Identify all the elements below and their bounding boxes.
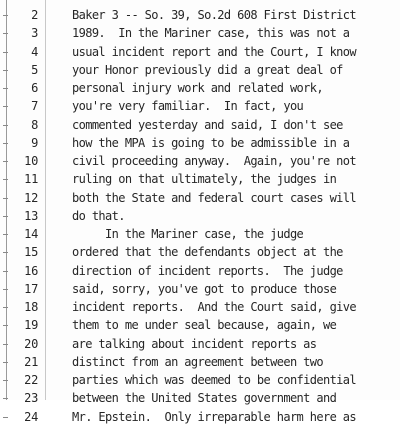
line-text: In the Mariner case, the judge [72,227,304,241]
line-text: ordered that the defendants object at the [72,245,343,260]
line-number: 13 [24,208,38,223]
transcript-line [0,353,400,371]
line-text: both the State and federal court cases will [72,190,356,205]
scan-edge-tick [3,88,8,89]
line-text: between the United States government and [72,391,337,406]
scan-edge-tick [3,70,8,71]
scan-edge-tick [3,380,8,381]
line-number: 12 [24,190,38,205]
line-text: civil proceeding anyway. Again, you're not [72,154,356,168]
scan-edge-tick [3,106,8,107]
line-text: direction of incident reports. The judge [72,263,343,278]
scan-edge-tick [3,417,8,418]
transcript-line [0,225,400,243]
transcript-line [0,61,400,79]
line-number: 19 [24,318,38,333]
line-number: 11 [24,172,38,187]
line-text: distinct from an agreement between two [72,354,323,369]
scan-edge-tick [3,125,8,126]
scan-edge-tick [3,52,8,53]
transcript-line [0,262,400,280]
scan-edge-tick [3,161,8,162]
line-text: them to me under seal because, again, we [72,318,337,333]
transcript-line [0,189,400,207]
line-number: 9 [31,135,38,150]
line-number: 24 [24,409,38,424]
transcript-line [0,116,400,134]
line-number: 20 [24,336,38,351]
transcript-line [0,134,400,152]
line-text: you're very familiar. In fact, you [72,99,304,114]
transcript-line [0,298,400,316]
scan-edge-tick [3,271,8,272]
scan-edge-tick [3,362,8,363]
line-text: how the MPA is going to be admissible in a [72,135,350,150]
line-text: your Honor previously did a great deal of [72,62,343,77]
scan-edge-tick [3,307,8,308]
transcript-line [0,43,400,61]
line-text: do that. [72,208,125,223]
line-text: said, sorry, you've got to produce those [72,281,337,296]
line-number: 5 [31,62,38,77]
line-text: are talking about incident reports as [72,336,317,351]
line-number: 22 [24,373,38,387]
line-text: personal injury work and related work, [72,81,323,95]
transcript-line [0,97,400,115]
scan-edge-tick [3,143,8,144]
line-number: 23 [24,391,38,406]
line-number: 14 [24,227,38,241]
scan-edge-tick [3,344,8,345]
scan-edge-tick [3,216,8,217]
line-number: 6 [31,81,38,95]
line-number: 8 [31,117,38,132]
scan-edge-tick [3,234,8,235]
line-number: 18 [24,300,38,314]
scan-edge-tick [3,252,8,253]
scan-edge-tick [3,179,8,180]
line-number: 17 [24,281,38,296]
line-number: 4 [31,44,38,59]
line-text: Baker 3 -- So. 39, So.2d 608 First District [72,8,356,22]
line-number: 7 [31,99,38,114]
line-text: usual incident report and the Court, I know [72,44,356,59]
scan-edge-tick [3,325,8,326]
line-number: 16 [24,263,38,278]
line-text: 1989. In the Mariner case, this was not a [72,26,350,41]
transcript-line [0,371,400,389]
line-text: ruling on that ultimately, the judges in [72,172,337,187]
scan-edge-tick [3,289,8,290]
transcript-line [0,207,400,225]
transcript-line [0,389,400,407]
line-number: 2 [31,8,38,22]
transcript-line [0,6,400,24]
line-number: 21 [24,354,38,369]
transcript-line [0,79,400,97]
transcript-line [0,408,400,426]
scan-edge-tick [3,198,8,199]
line-number: 3 [31,26,38,41]
line-text: Mr. Epstein. Only irreparable harm here as [72,409,356,424]
line-text: incident reports. And the Court said, give [72,300,356,314]
transcript-line [0,280,400,298]
scan-edge-tick [3,15,8,16]
line-number: 15 [24,245,38,260]
transcript-line [0,152,400,170]
line-text: parties which was deemed to be confidential [72,373,356,387]
scan-edge-tick [3,33,8,34]
transcript-line [0,243,400,261]
scan-edge-tick [3,398,8,399]
transcript-line [0,316,400,334]
line-number: 10 [24,154,38,168]
transcript-line [0,335,400,353]
line-text: commented yesterday and said, I don't see [72,117,343,132]
transcript-line [0,24,400,42]
transcript-line [0,170,400,188]
